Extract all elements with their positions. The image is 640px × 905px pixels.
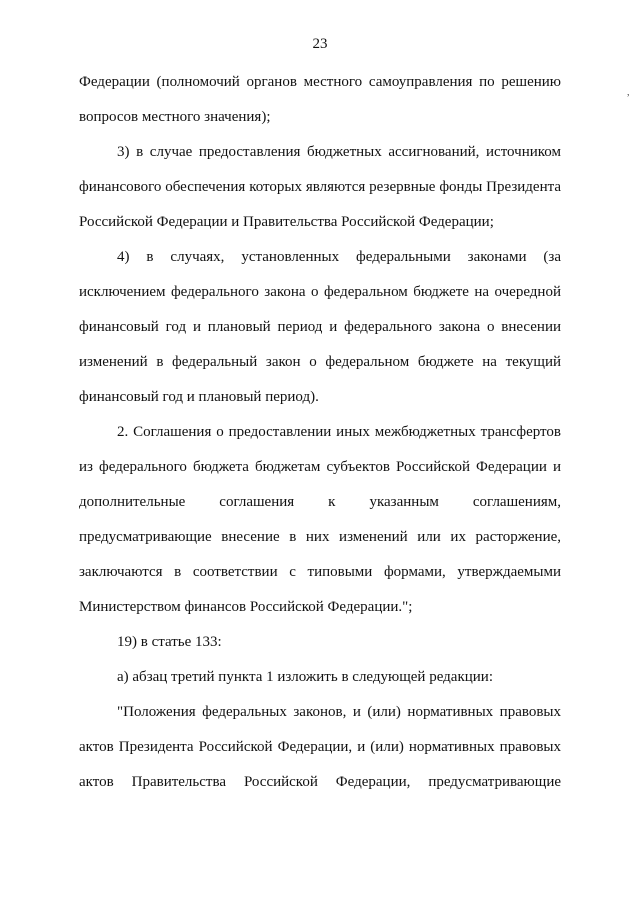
text-line xyxy=(79,423,561,458)
text-line xyxy=(79,458,561,493)
text-line xyxy=(79,213,561,248)
text-line xyxy=(79,248,561,283)
text-line-content: исключением федерального закона о федеральном бюджете на очередной xyxy=(79,284,561,300)
text-line-content: дополнительные соглашения к указанным соглашениям, xyxy=(79,494,561,510)
text-line-content: из федерального бюджета бюджетам субъектов Российской Федерации и xyxy=(79,459,561,475)
text-line xyxy=(79,528,561,563)
text-line-content: предусматривающие внесение в них изменений или их расторжение, xyxy=(79,529,561,545)
text-line xyxy=(79,738,561,773)
text-line-content: актов Президента Российской Федерации, и (или) нормативных правовых xyxy=(79,739,561,755)
page-number: 23 xyxy=(312,36,328,52)
text-line xyxy=(79,598,561,633)
text-line-content: заключаются в соответствии с типовыми формами, утверждаемыми xyxy=(79,564,561,580)
text-line-content: "Положения федеральных законов, и (или) нормативных правовых xyxy=(117,704,561,720)
text-line xyxy=(79,633,561,668)
text-line-content: актов Правительства Российской Федерации, предусматривающие xyxy=(79,774,561,790)
text-line-content: 3) в случае предоставления бюджетных ассигнований, источником xyxy=(117,144,561,160)
text-line-content: финансовый год и плановый период). xyxy=(79,389,319,405)
text-line xyxy=(79,388,561,423)
text-line-content: изменений в федеральный закон о федеральном бюджете на текущий xyxy=(79,354,561,370)
text-line xyxy=(79,703,561,738)
document-body xyxy=(79,73,561,808)
text-line xyxy=(79,563,561,598)
text-line-content: финансовый год и плановый период и федерального закона о внесении xyxy=(79,319,561,335)
text-line-content: Федерации (полномочий органов местного самоуправления по решению xyxy=(79,74,561,90)
text-line-content: 4) в случаях, установленных федеральными законами (за xyxy=(117,249,561,265)
text-line xyxy=(79,283,561,318)
text-line xyxy=(79,668,561,703)
text-line xyxy=(79,178,561,213)
text-line xyxy=(79,318,561,353)
text-line xyxy=(79,773,561,808)
margin-mark: , xyxy=(627,87,630,98)
text-line xyxy=(79,143,561,178)
text-line xyxy=(79,73,561,108)
text-line-content: финансового обеспечения которых являются резервные фонды Президента xyxy=(79,179,561,195)
text-line-content: вопросов местного значения); xyxy=(79,109,271,125)
text-line xyxy=(79,493,561,528)
text-line-content: 19) в статье 133: xyxy=(117,634,222,650)
text-line xyxy=(79,353,561,388)
text-line-content: 2. Соглашения о предоставлении иных межбюджетных трансфертов xyxy=(117,424,561,440)
text-line-content: Министерством финансов Российской Федерации."; xyxy=(79,599,413,615)
text-line xyxy=(79,108,561,143)
text-line-content: Российской Федерации и Правительства Российской Федерации; xyxy=(79,214,494,230)
text-line-content: а) абзац третий пункта 1 изложить в следующей редакции: xyxy=(117,669,493,685)
